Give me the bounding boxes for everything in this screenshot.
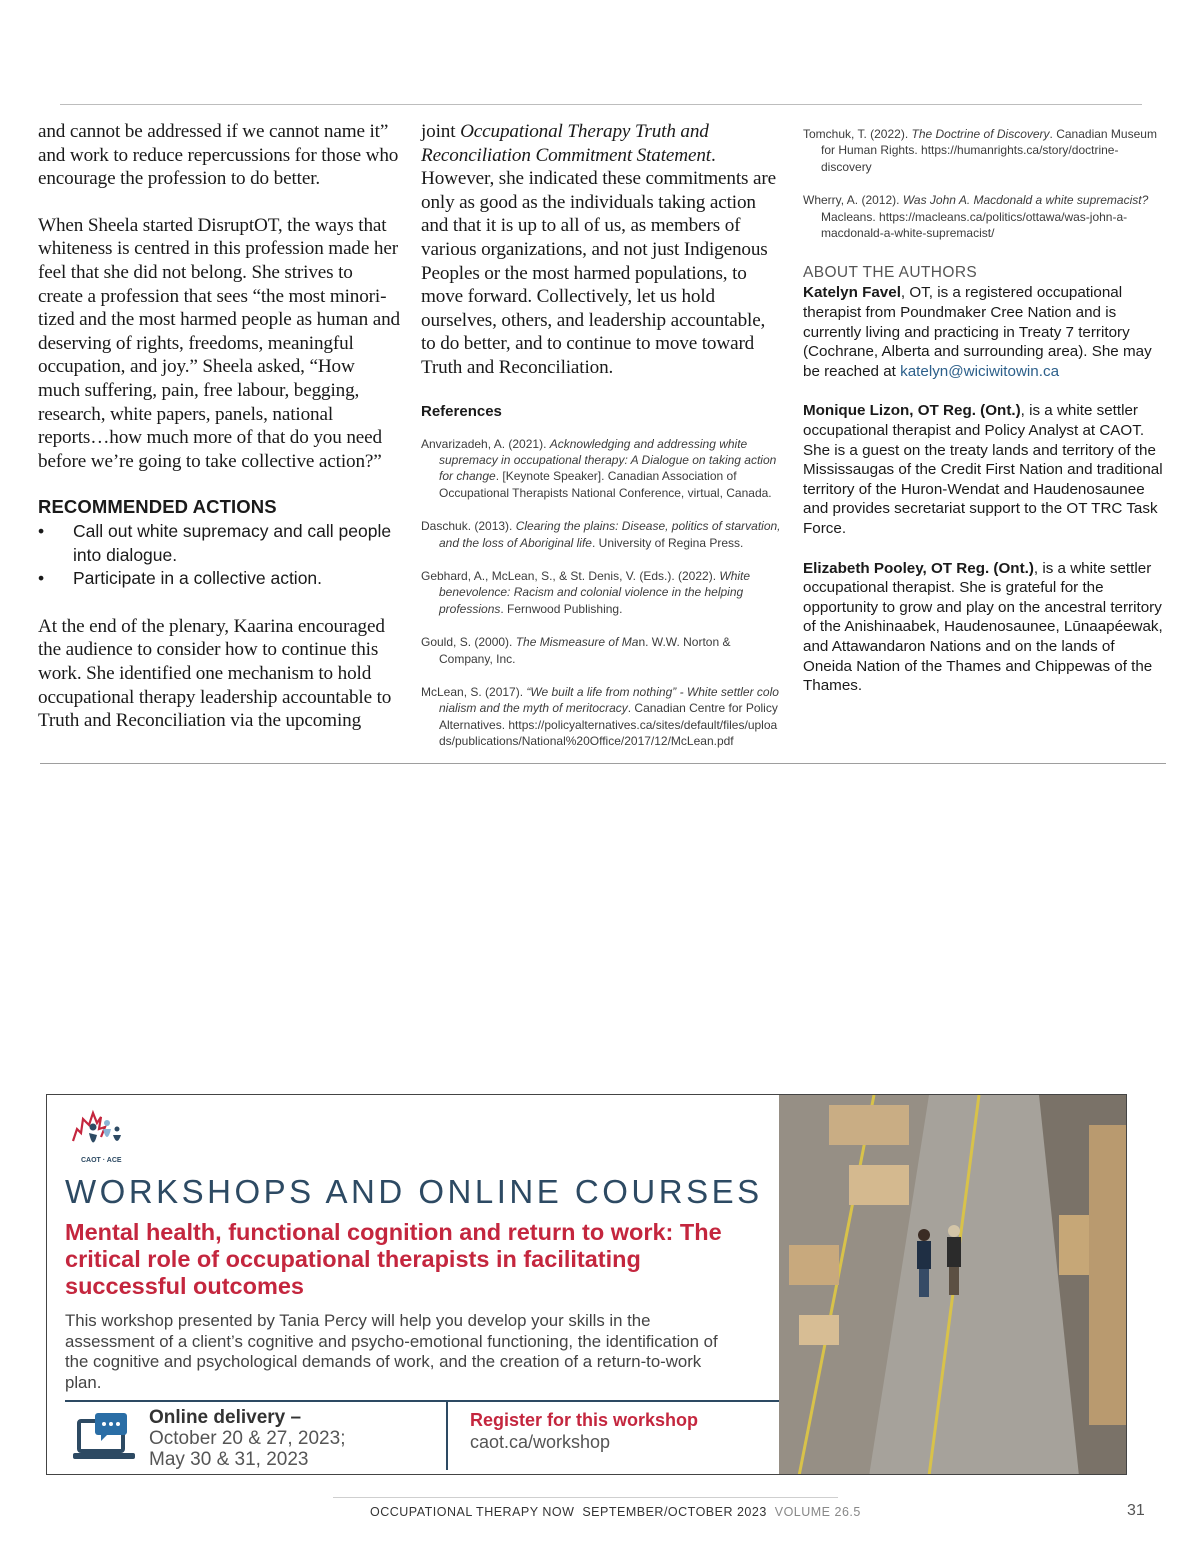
warehouse-photo [779,1095,1126,1474]
delivery-date: October 20 & 27, 2023; [149,1428,346,1449]
ref-author: Gould, S. (2000). [421,635,516,650]
recommended-actions-list [38,520,400,591]
ref-author: Gebhard, A., McLean, S., & St. Denis, V. (Eds.). (2022). [421,568,720,583]
ad-title: WORKSHOPS AND ONLINE COURSES [65,1173,763,1210]
author-name: Katelyn Favel [803,284,901,302]
workshop-advertisement[interactable] [46,1094,1127,1475]
ref-author: McLean, S. (2017). [421,685,527,699]
author-bio [803,401,1165,538]
reference-item [803,192,1165,241]
body-paragraph: When Sheela started DisruptOT, the ways that whiteness is centred in this profession made her feel that she did not belong. She strives to create a profession that sees “the most minoritized and the most harmed people as human and deserving of rights, freedoms, meaningful occupation, and joy.” Sheela asked, “How much suffering, pain, free labour, begging, research, white papers, panels, national reports…how much more of that do you need before we’re going to take collective action?” [38,214,400,472]
body-paragraph: At the end of the plenary, Kaarina encouraged the audience to consider how to continue this work. She identified one mechanism to hold occupational therapy leadership accountable to Truth and Reconciliation via the upcoming [38,615,392,732]
register-label: Register for this workshop [470,1410,699,1430]
ref-title: Was John A. Macdonald a white supremacist? [902,193,1149,208]
ref-author: Anvarizadeh, A. (2021). [421,436,550,451]
ref-source: n. W.W. Norton & Company, Inc. [439,635,731,666]
ref-author: Tomchuk, T. (2022). [803,127,912,141]
column-2 [421,120,783,767]
logo-text: CAOT · ACE [81,1157,122,1164]
recommended-actions-heading: RECOMMENDED ACTIONS [38,496,277,518]
top-rule [60,104,1142,105]
online-laptop-icon [73,1413,135,1463]
caot-logo [67,1107,131,1165]
ref-source: Macleans. https://macleans.ca/politics/ottawa/was-john-a-macdonald-a-white-supremacist/ [821,209,1128,241]
author-name: Elizabeth Pooley, OT Reg. (Ont.) [803,559,1034,577]
ref-source: . Canadian Centre for Policy Alternatives. https://policyalternatives.ca/sites/default/files/uploads/publications/National%20Office/2017/12/McLean.pdf [439,701,778,749]
footer-rule [333,1497,838,1498]
ref-source: . Fernwood Publishing. [500,601,623,616]
publication-name: OCCUPATIONAL THERAPY NOW [370,1505,575,1519]
ref-title: “We built a life from nothing” - White settler colonialism and the myth of meritocracy [439,685,779,716]
list-item: • Participate in a collective action. [38,567,400,591]
delivery-date: May 30 & 31, 2023 [149,1449,309,1470]
footer [370,1505,861,1519]
reference-item [421,634,783,667]
register-link[interactable]: caot.ca/workshop [470,1432,611,1452]
ad-divider [65,1400,781,1402]
delivery-label: Online delivery – [149,1407,302,1428]
ad-subtitle: Mental health, functional cognition and return to work: The critical role of occupational therapists in facilitating successful outcomes [65,1219,722,1299]
ref-title: Clearing the plains: Disease, politics of starvation, and the loss of Aboriginal life [439,519,781,550]
ref-title: Acknowledging and addressing white supremacy in occupational therapy: A Dialogue on taking action for change [439,436,777,484]
volume: VOLUME 26.5 [774,1505,861,1519]
delivery-info [149,1407,345,1470]
ref-title: The Mismeasure of Ma [515,635,639,650]
ref-title: The Doctrine of Discovery [911,127,1050,141]
warehouse-illustration [779,1095,1126,1474]
issue-date: SEPTEMBER/OCTOBER 2023 [582,1505,767,1519]
list-item: • Call out white supremacy and call people into dialogue. [38,520,400,567]
ad-description: This workshop presented by Tania Percy will help you develop your skills in the assessment of a client’s cognitive and psycho-emotional functioning, the identification of the cognitive and psychological demands of work, and the creation of a return-to-work plan. [65,1311,718,1392]
reference-item [421,436,783,502]
bio-text: , OT, is a registered occupational therapist from Poundmaker Cree Nation and is currently living and practicing in Treaty 7 territory (Cochrane, Alberta and surrounding area). She may be reached at [803,284,1152,380]
author-name: Monique Lizon, OT Reg. (Ont.) [803,402,1021,420]
text-span: . However, she indicated these commitments are only as good as the individuals taking action and that it is up to all of us, as members of various organizations, and not just Indigenous Peoples or the most harmed populations, to move forward. Collectively, let us hold ourselves, others, and leadership accountable, to do better, and to continue to move toward Truth and Reconciliation. [421,144,776,378]
page-number: 31 [1127,1502,1145,1519]
bio-text: , is a white settler occupational therapist. She is grateful for the opportunity to grow and play on the ancestral territory of the Anishinaabek, Haudenosaunee, Lūnaapéewak, and Attawandaron Nations and on the lands of Oneida Nation of the Thames and Chippewas of the Thames. [803,559,1163,695]
ref-author: Wherry, A. (2012). [803,193,903,208]
section-rule [40,763,1166,764]
reference-item [421,684,783,750]
ref-source: . Canadian Museum for Human Rights. https://humanrights.ca/story/doctrine-discovery [821,127,1157,174]
text-span: joint [421,121,461,142]
reference-item [421,568,783,617]
ref-author: Daschuk. (2013). [421,519,516,534]
author-bio [803,283,1165,381]
column-1 [38,120,400,756]
reference-item [421,518,783,551]
ref-title: White benevolence: Racism and colonial violence in the helping professions [439,568,751,616]
register-info [470,1409,698,1453]
column-3 [803,126,1165,716]
ad-vertical-divider [446,1400,448,1470]
italic-title: Occupational Therapy Truth and Reconciliation Commitment Statement [421,121,711,166]
about-authors-heading: ABOUT THE AUTHORS [803,264,978,282]
ref-source: . University of Regina Press. [591,535,744,550]
email-link[interactable]: katelyn@wiciwitowin.ca [900,362,1060,380]
references-heading: References [421,402,502,420]
author-bio [803,559,1165,696]
bio-text: , is a white settler occupational therapist and Policy Analyst at CAOT. She is a guest on the treaty lands and territory of the Mississaugas of the Credit First Nation and traditional territory of the Huron-Wendat and Haudenosaunee and provides secretariat support to the OT TRC Task Force. [803,402,1163,537]
ref-source: . [Keynote Speaker]. Canadian Association of Occupational Therapists National Conference, virtual, Canada. [439,469,772,500]
body-paragraph: and cannot be addressed if we cannot name it” and work to reduce repercussions for those who encourage the profession to do better. [38,121,399,190]
body-paragraph [421,120,783,380]
reference-item [803,126,1165,175]
